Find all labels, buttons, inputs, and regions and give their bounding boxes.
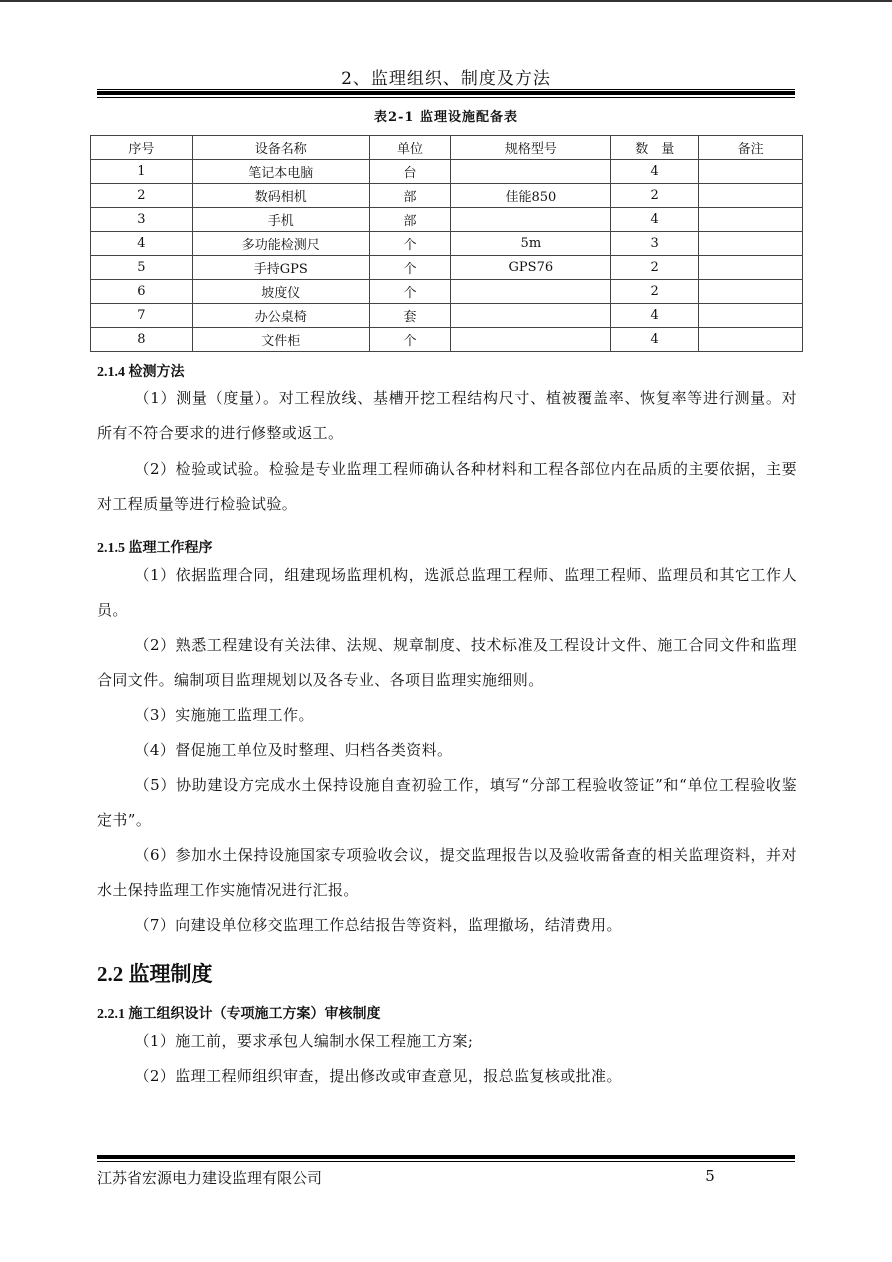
paragraph-2-2-1-2: （2）监理工程师组织审查，提出修改或审查意见，报总监复核或批准。 — [134, 1067, 622, 1085]
running-header-title: 2、监理组织、制度及方法 — [341, 69, 551, 89]
table-row — [91, 208, 803, 232]
cell-name: 坡度仪 — [192, 280, 369, 304]
cell-model — [451, 280, 611, 304]
table-row — [91, 328, 803, 352]
cell-name: 手机 — [192, 208, 369, 232]
cell-unit: 部 — [369, 184, 451, 208]
cell-unit: 个 — [369, 280, 451, 304]
paragraph-2-1-5-2: （2）熟悉工程建设有关法律、法规、规章制度、技术标准及工程设计文件、施工合同文件和监理合同文件。编制项目监理规划以及各专业、各项目监理实施细则。 — [97, 636, 797, 689]
cell-name: 笔记本电脑 — [192, 160, 369, 184]
cell-model — [451, 160, 611, 184]
cell-remarks — [699, 232, 803, 256]
cell-unit: 套 — [369, 304, 451, 328]
cell-quantity: 2 — [611, 184, 699, 208]
column-header-quantity: 数 量 — [611, 136, 699, 160]
table-header-row — [91, 136, 803, 160]
cell-index: 7 — [91, 304, 193, 328]
section-heading-2-1-5: 2.1.5 监理工作程序 — [97, 541, 213, 556]
equipment-table — [90, 135, 803, 352]
header-rule-thin-bottom — [97, 97, 795, 98]
cell-index: 2 — [91, 184, 193, 208]
cell-model: 5m — [451, 232, 611, 256]
header-rule-thin-top — [97, 89, 795, 90]
paragraph-2-1-4-2: （2）检验或试验。检验是专业监理工程师确认各种材料和工程各部位内在品质的主要依据，主要对工程质量等进行检验试验。 — [97, 460, 797, 513]
table-row — [91, 304, 803, 328]
paragraph-2-1-4-1: （1）测量（度量）。对工程放线、基槽开挖工程结构尺寸、植被覆盖率、恢复率等进行测量。对所有不符合要求的进行修整或返工。 — [97, 389, 797, 442]
cell-quantity: 2 — [611, 256, 699, 280]
paragraph-2-1-5-4: （4）督促施工单位及时整理、归档各类资料。 — [134, 741, 453, 759]
cell-model — [451, 328, 611, 352]
footer-rule-thick — [97, 1155, 795, 1159]
paragraph-2-1-5-1: （1）依据监理合同，组建现场监理机构，选派总监理工程师、监理工程师、监理员和其它工作人员。 — [97, 566, 797, 619]
column-header-name: 设备名称 — [192, 136, 369, 160]
cell-remarks — [699, 256, 803, 280]
column-header-index: 序号 — [91, 136, 193, 160]
cell-index: 1 — [91, 160, 193, 184]
table-row — [91, 184, 803, 208]
header-rule-thick — [97, 91, 795, 95]
cell-remarks — [699, 280, 803, 304]
cell-remarks — [699, 184, 803, 208]
table-row — [91, 160, 803, 184]
footer-page-number: 5 — [705, 1167, 715, 1185]
section-heading-2-2: 2.2 监理制度 — [97, 962, 213, 986]
cell-quantity: 4 — [611, 160, 699, 184]
cell-model — [451, 208, 611, 232]
section-heading-2-2-1: 2.2.1 施工组织设计（专项施工方案）审核制度 — [97, 1007, 381, 1022]
cell-quantity: 4 — [611, 328, 699, 352]
cell-index: 3 — [91, 208, 193, 232]
paragraph-2-1-5-7: （7）向建设单位移交监理工作总结报告等资料，监理撤场，结清费用。 — [134, 916, 622, 934]
cell-name: 文件柜 — [192, 328, 369, 352]
column-header-remarks: 备注 — [699, 136, 803, 160]
paragraph-2-1-5-3: （3）实施施工监理工作。 — [134, 706, 314, 724]
paragraph-2-1-5-5: （5）协助建设方完成水土保持设施自查初验工作，填写“分部工程验收签证”和“单位工程验收鉴定书”。 — [97, 776, 797, 829]
paragraph-2-2-1-1: （1）施工前，要求承包人编制水保工程施工方案; — [134, 1032, 474, 1050]
table-row — [91, 280, 803, 304]
section-heading-2-1-4: 2.1.4 检测方法 — [97, 365, 185, 380]
table-row — [91, 232, 803, 256]
cell-model: 佳能850 — [451, 184, 611, 208]
page-top-edge — [0, 0, 892, 2]
cell-quantity: 4 — [611, 208, 699, 232]
cell-index: 6 — [91, 280, 193, 304]
cell-unit: 台 — [369, 160, 451, 184]
cell-name: 手持GPS — [192, 256, 369, 280]
cell-quantity: 2 — [611, 280, 699, 304]
cell-unit: 部 — [369, 208, 451, 232]
cell-index: 5 — [91, 256, 193, 280]
cell-quantity: 4 — [611, 304, 699, 328]
cell-quantity: 3 — [611, 232, 699, 256]
cell-index: 4 — [91, 232, 193, 256]
cell-unit: 个 — [369, 328, 451, 352]
cell-name: 多功能检测尺 — [192, 232, 369, 256]
cell-unit: 个 — [369, 232, 451, 256]
cell-name: 办公桌椅 — [192, 304, 369, 328]
cell-model: GPS76 — [451, 256, 611, 280]
column-header-model: 规格型号 — [451, 136, 611, 160]
cell-unit: 个 — [369, 256, 451, 280]
footer-rule-thin — [97, 1161, 795, 1162]
cell-model — [451, 304, 611, 328]
cell-remarks — [699, 160, 803, 184]
cell-remarks — [699, 304, 803, 328]
cell-remarks — [699, 208, 803, 232]
paragraph-2-1-5-6: （6）参加水土保持设施国家专项验收会议，提交监理报告以及验收需备查的相关监理资料，并对水土保持监理工作实施情况进行汇报。 — [97, 846, 797, 899]
cell-remarks — [699, 328, 803, 352]
table-caption: 表2-1 监理设施配备表 — [373, 110, 518, 125]
cell-index: 8 — [91, 328, 193, 352]
cell-name: 数码相机 — [192, 184, 369, 208]
footer-company-name: 江苏省宏源电力建设监理有限公司 — [97, 1169, 323, 1187]
table-row — [91, 256, 803, 280]
column-header-unit: 单位 — [369, 136, 451, 160]
